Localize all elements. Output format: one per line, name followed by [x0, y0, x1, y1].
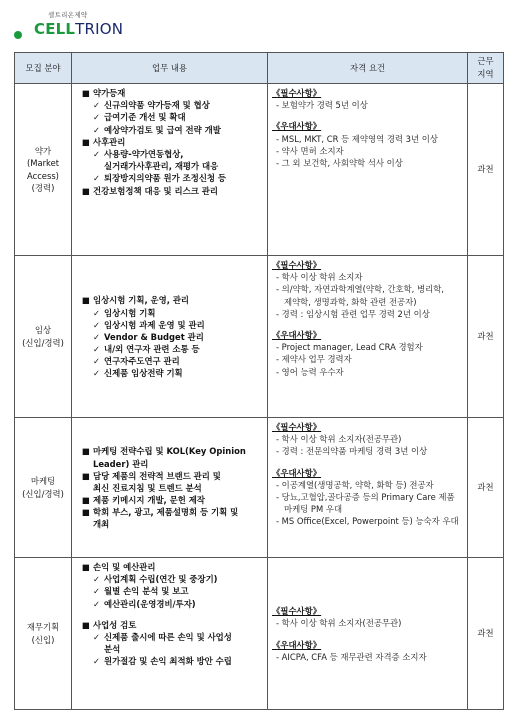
- duty-text: Vendor & Budget 관리: [104, 331, 204, 342]
- row-location: 과천: [468, 256, 504, 418]
- duty-text: 담당 제품의 전략적 브랜드 관리 및: [93, 470, 221, 481]
- header-location: [468, 53, 504, 84]
- square-bullet-icon: ■: [82, 619, 90, 630]
- category-line: Access): [27, 170, 59, 181]
- duty-item: [76, 506, 263, 518]
- duty-text: 신규의약품 약가등재 및 협상: [104, 100, 210, 111]
- row-category: [15, 256, 72, 418]
- duty-item: [76, 631, 263, 643]
- spacer: [272, 320, 463, 329]
- duty-text: 내/외 연구자 관련 소통 등: [104, 344, 200, 355]
- duty-item: [76, 518, 263, 530]
- duty-item: [76, 294, 263, 306]
- duty-text: 임상시험 기획, 운영, 관리: [93, 295, 190, 306]
- table-row: [15, 558, 504, 710]
- category-line: (신입/경력): [22, 337, 64, 348]
- duty-item: [76, 111, 263, 123]
- row-category: [15, 558, 72, 710]
- table-header-row: [15, 53, 504, 84]
- logo-wordmark: [34, 20, 123, 38]
- row-category: [15, 84, 72, 256]
- duty-item: [76, 367, 263, 379]
- duty-item: [76, 319, 263, 331]
- duty-item: [76, 307, 263, 319]
- duty-text: 실거래가사후관리, 재평가 대응: [104, 161, 219, 172]
- square-bullet-icon: ■: [82, 136, 90, 147]
- duty-item: [76, 87, 263, 99]
- duty-item: [76, 148, 263, 160]
- category-line: (Market: [26, 158, 60, 169]
- requirement-heading: 《우대사항》: [272, 639, 322, 650]
- duty-text: 급여기준 개선 및 확대: [104, 112, 186, 123]
- duty-item: [76, 172, 263, 184]
- checkmark-icon: ✓: [93, 319, 101, 330]
- duty-text: 원가절감 및 손익 최적화 방안 수립: [104, 656, 232, 667]
- duty-item: [76, 445, 263, 457]
- duty-item: [76, 643, 263, 655]
- checkmark-icon: ✓: [93, 656, 101, 667]
- square-bullet-icon: ■: [82, 495, 90, 506]
- checkmark-icon: ✓: [93, 586, 101, 597]
- checkmark-icon: ✓: [93, 307, 101, 318]
- header-requirements: 자격 요건: [268, 53, 468, 84]
- row-location: 과천: [468, 558, 504, 710]
- checkmark-icon: ✓: [93, 598, 101, 609]
- duty-text: 임상시험 과제 운영 및 관리: [104, 319, 205, 330]
- table-row: [15, 418, 504, 558]
- square-bullet-icon: ■: [82, 295, 90, 306]
- duty-item: [76, 655, 263, 667]
- row-location: 과천: [468, 418, 504, 558]
- header-duties: 업무 내용: [72, 53, 268, 84]
- checkmark-icon: ✓: [93, 631, 101, 642]
- duty-text: 약가등재: [93, 88, 126, 98]
- checkmark-icon: ✓: [93, 148, 101, 159]
- duty-text: 임상시험 기획: [104, 307, 156, 318]
- category-line: (신입/경력): [22, 488, 64, 499]
- spacer: [272, 111, 463, 120]
- row-requirements: [268, 418, 468, 558]
- square-bullet-icon: ■: [82, 185, 90, 196]
- category-line: 재무기획: [26, 622, 60, 633]
- duty-text: 분석: [104, 644, 121, 655]
- spacer: [272, 630, 463, 639]
- requirement-item: - 보험약가 경력 5년 이상: [276, 100, 368, 111]
- requirement-item: - 학사 이상 학위 소지자: [276, 272, 363, 283]
- duty-item: [76, 619, 263, 631]
- table-row: [15, 256, 504, 418]
- category-line: (경력): [31, 182, 55, 193]
- checkmark-icon: ✓: [93, 344, 101, 355]
- duty-text: 예상약가검토 및 급여 전략 개발: [104, 124, 221, 135]
- requirement-item: - MS Office(Excel, Powerpoint 등) 능숙자 우대: [276, 516, 459, 527]
- duty-item: [76, 494, 263, 506]
- duty-text: 사업성 검토: [93, 619, 137, 630]
- duty-text: 사후관리: [93, 136, 126, 147]
- logo-word-cell: CELL: [34, 20, 76, 38]
- duty-item: [76, 343, 263, 355]
- checkmark-icon: ✓: [93, 100, 101, 111]
- duty-text: 건강보험정책 대응 및 리스크 관리: [93, 185, 218, 196]
- category-line: 마케팅: [30, 476, 56, 487]
- requirement-item: - 제약사 업무 경력자: [276, 354, 352, 365]
- duty-item: [76, 470, 263, 482]
- requirement-item: - 경력 : 임상시험 관련 업무 경력 2년 이상: [276, 308, 430, 319]
- requirement-item: 제약학, 생명과학, 화학 관련 전공자): [284, 296, 417, 307]
- duty-item: [76, 598, 263, 610]
- duty-text: 최신 진료지침 및 트렌드 분석: [93, 482, 202, 493]
- row-requirements: [268, 256, 468, 418]
- requirement-item: - 그 외 보건학, 사회약학 석사 이상: [276, 157, 403, 168]
- company-logo: [14, 10, 134, 42]
- requirement-heading: 《필수사항》: [272, 606, 322, 617]
- checkmark-icon: ✓: [93, 368, 101, 379]
- duty-text: 사용량-약가연동협상,: [104, 148, 184, 159]
- duty-text: 개최: [93, 519, 110, 530]
- requirement-item: - 의/약학, 자연과학계열(약학, 간호학, 병리학,: [276, 284, 444, 295]
- duty-item: [76, 331, 263, 343]
- row-duties: [72, 84, 268, 256]
- checkmark-icon: ✓: [93, 574, 101, 585]
- requirement-heading: 《필수사항》: [272, 422, 322, 432]
- row-requirements: [268, 558, 468, 710]
- requirement-item: - Project manager, Lead CRA 경험자: [276, 342, 423, 353]
- square-bullet-icon: ■: [82, 470, 90, 481]
- requirement-item: - 경력 : 전문의약품 마케팅 경력 3년 이상: [276, 446, 428, 457]
- duty-text: 연구자주도연구 관리: [104, 356, 180, 367]
- duty-item: [76, 561, 263, 573]
- duty-text: 월별 손익 분석 및 보고: [104, 586, 189, 597]
- spacer: [76, 610, 263, 619]
- table-row: [15, 84, 504, 256]
- duty-item: [76, 160, 263, 172]
- recruitment-table: [14, 52, 504, 710]
- requirement-heading: 《우대사항》: [272, 329, 322, 340]
- square-bullet-icon: ■: [82, 446, 90, 457]
- logo-word-trion: TRION: [75, 20, 124, 38]
- requirement-heading: 《필수사항》: [272, 260, 322, 270]
- header-category: 모집 분야: [15, 53, 72, 84]
- duty-item: [76, 482, 263, 494]
- duty-item: [76, 585, 263, 597]
- checkmark-icon: ✓: [93, 112, 101, 123]
- duty-text: 마케팅 전략수립 및 KOL(Key Opinion: [93, 446, 246, 457]
- requirement-item: - 학사 이상 학위 소지자(전공무관): [276, 618, 402, 629]
- duty-text: 학회 부스, 광고, 제품설명회 등 기획 및: [93, 507, 239, 518]
- checkmark-icon: ✓: [93, 173, 101, 184]
- duty-text: 예산관리(운영경비/투자): [104, 598, 196, 609]
- duty-text: 제품 키메시지 개발, 문헌 제작: [93, 495, 205, 506]
- logo-dots-icon: [14, 24, 23, 43]
- duty-text: 신제품 임상전략 기획: [104, 368, 183, 379]
- header-location-text: 근무 지역: [477, 56, 494, 79]
- duty-text: 퇴장방지의약품 원가 조정신청 등: [104, 173, 227, 184]
- requirement-item: - AICPA, CFA 등 재무관련 자격증 소지자: [276, 651, 427, 662]
- requirement-item: - 영어 능력 우수자: [276, 366, 344, 377]
- requirement-heading: 《필수사항》: [272, 88, 322, 98]
- duty-item: [76, 124, 263, 136]
- duty-text: 신제품 출시에 따른 손익 및 사업성: [104, 631, 232, 642]
- category-line: 약가: [34, 146, 52, 157]
- checkmark-icon: ✓: [93, 331, 101, 342]
- duty-item: [76, 136, 263, 148]
- duty-text: 손익 및 예산관리: [93, 562, 156, 572]
- duty-item: [76, 458, 263, 470]
- square-bullet-icon: ■: [82, 507, 90, 518]
- square-bullet-icon: ■: [82, 562, 90, 572]
- row-duties: [72, 256, 268, 418]
- requirement-item: - 학사 이상 학위 소지자(전공무관): [276, 434, 402, 445]
- requirement-item: - MSL, MKT, CR 등 제약영역 경력 3년 이상: [276, 133, 438, 144]
- requirement-item: - 이공계열(생명공학, 약학, 화학 등) 전공자: [276, 479, 434, 490]
- duty-text: 사업계획 수립(연간 및 중장기): [104, 574, 218, 585]
- duty-item: [76, 185, 263, 197]
- requirement-heading: 《우대사항》: [272, 121, 322, 132]
- row-requirements: [268, 84, 468, 256]
- row-category: [15, 418, 72, 558]
- requirement-heading: 《우대사항》: [272, 467, 322, 478]
- logo-subtitle: 셀트리온제약: [48, 11, 88, 19]
- duty-item: [76, 573, 263, 585]
- duty-text: Leader) 관리: [93, 458, 149, 469]
- row-location: 과천: [468, 84, 504, 256]
- square-bullet-icon: ■: [82, 88, 90, 98]
- duty-item: [76, 99, 263, 111]
- spacer: [272, 458, 463, 467]
- category-line: 임상: [34, 325, 52, 336]
- requirement-item: - 당뇨,고혈압,골다공증 등의 Primary Care 제품: [276, 491, 455, 502]
- requirement-item: 마케팅 PM 우대: [284, 504, 343, 515]
- row-duties: [72, 418, 268, 558]
- row-duties: [72, 558, 268, 710]
- checkmark-icon: ✓: [93, 356, 101, 367]
- category-line: (신입): [31, 634, 55, 645]
- requirement-item: - 약사 면허 소지자: [276, 145, 344, 156]
- duty-item: [76, 355, 263, 367]
- checkmark-icon: ✓: [93, 124, 101, 135]
